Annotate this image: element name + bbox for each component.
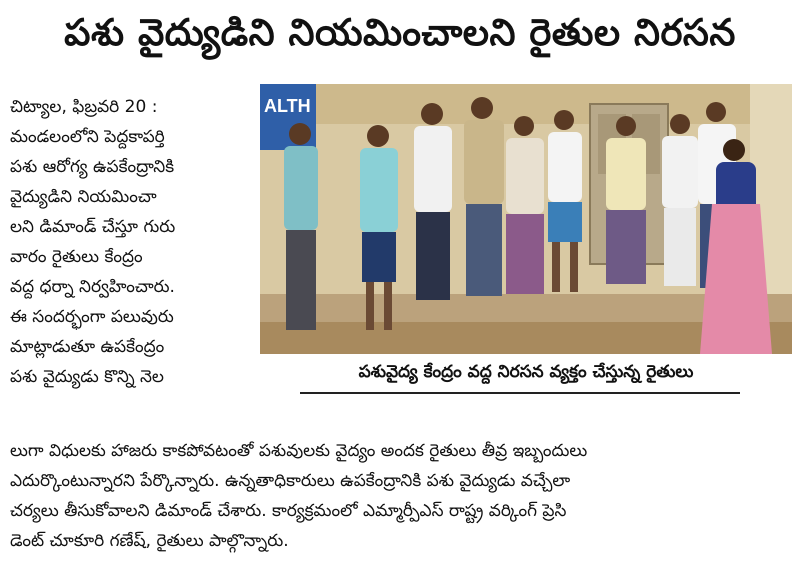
column-line: లని డిమాండ్ చేస్తూ గురు xyxy=(10,217,176,237)
column-line: పశు వైద్యుడు కొన్ని నెల xyxy=(10,367,164,387)
body-line: లుగా విధులకు హాజరు కాకపోవటంతో పశువులకు వైద్యం అందక రైతులు తీవ్ర ఇబ్బందులు xyxy=(10,441,588,461)
column-line: వద్ద ధర్నా నిర్వహించారు. xyxy=(10,277,175,297)
column-line: ఈ సందర్భంగా పలువురు xyxy=(10,307,174,327)
column-line: మాట్లాడుతూ ఉపకేంద్రం xyxy=(10,337,165,357)
column-line: చిట్యాల, ఫిబ్రవరి 20 : xyxy=(10,97,158,117)
column-line: వైద్యుడిని నియమించా xyxy=(10,187,157,207)
column-line: వారం రైతులు కేంద్రం xyxy=(10,247,143,267)
body-line: ఎదుర్కొంటున్నారని పేర్కొన్నారు. ఉన్నతాధికారులు ఉపకేంద్రానికి పశు వైద్యుడు వచ్చేలా xyxy=(10,471,571,491)
news-photo xyxy=(260,84,792,354)
article-column-text xyxy=(10,92,246,392)
caption-divider xyxy=(300,392,740,394)
column-line: పశు ఆరోగ్య ఉపకేంద్రానికి xyxy=(10,157,175,177)
body-line: డెంట్ చూకూరి గణేష్, రైతులు పాల్గొన్నారు. xyxy=(10,531,289,551)
sign-text: ALTH xyxy=(264,96,311,116)
farmers-protest-photo xyxy=(260,84,792,354)
body-line: చర్యలు తీసుకోవాలని డిమాండ్ చేశారు. కార్యక్రమంలో ఎమ్మార్పీఎస్ రాష్ట్ర వర్కింగ్ ప్రెసి xyxy=(10,501,567,521)
photo-caption: పశువైద్య కేంద్రం వద్ద నిరసన వ్యక్తం చేస్తున్న రైతులు xyxy=(358,362,694,382)
article-continuation-text xyxy=(10,436,790,556)
headline: పశు వైద్యుడిని నియమించాలని రైతుల నిరసన xyxy=(64,11,736,54)
column-line: మండలంలోని పెద్దకాపర్తి xyxy=(10,127,165,147)
